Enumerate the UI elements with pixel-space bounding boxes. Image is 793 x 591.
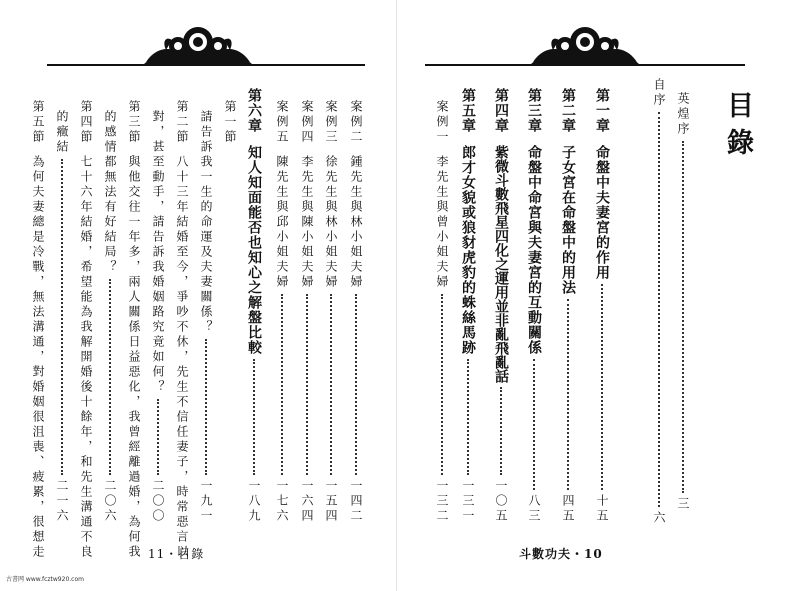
- entry-page-number: 一九一: [199, 479, 213, 524]
- toc-entry-chapter-5[interactable]: [457, 88, 479, 524]
- page-footer: 11・目錄: [148, 547, 205, 561]
- dot-leader: [658, 112, 660, 507]
- entry-page-number: 一七六: [275, 479, 289, 524]
- toc-entry-foreword[interactable]: [673, 92, 693, 512]
- entry-page-number: 一四二: [349, 479, 363, 524]
- entry-title: 鍾先生與林小姐夫婦: [349, 155, 363, 290]
- toc-entry-chapter-1[interactable]: [591, 88, 613, 524]
- header-rule: [425, 64, 745, 66]
- entry-title-line-2: 的感情都無法有好結局？: [103, 110, 117, 275]
- entry-page-number: 八三: [527, 494, 541, 524]
- dot-leader: [330, 294, 332, 475]
- entry-title: 陳先生與邱小姐夫婦: [275, 155, 289, 290]
- entry-page-number: 一五四: [324, 479, 338, 524]
- toc-entry-case-1[interactable]: [432, 100, 452, 524]
- lotus-ornament-icon: [529, 22, 641, 66]
- entry-page-number: 二〇〇: [151, 479, 165, 524]
- dot-leader: [601, 284, 603, 490]
- entry-title: 英煌序: [676, 92, 690, 137]
- entry-title-line-1: 與他交往一年多，兩人關係日益惡化，我曾經離過婚，為何我: [127, 155, 141, 560]
- entry-label: 第五節: [31, 100, 45, 145]
- dot-leader: [61, 159, 63, 475]
- entry-page-number: 十五: [595, 494, 609, 524]
- entry-title-line-1: 為何夫妻總是冷戰，無法溝通，對婚姻很沮喪、疲累，很想走: [31, 155, 45, 560]
- entry-label: 案例五: [275, 100, 289, 145]
- entry-label: 第二章: [560, 88, 576, 133]
- entry-title: 自序: [652, 78, 666, 108]
- entry-label: 案例二: [349, 100, 363, 145]
- entry-page-number: 四五: [561, 494, 575, 524]
- toc-entry-section-2-line-2[interactable]: [148, 100, 168, 524]
- page-footer: 斗數功夫・10: [519, 547, 603, 561]
- entry-label: 第一章: [594, 88, 610, 133]
- entry-title: 郎才女貌或狼豺虎豹的蛛絲馬跡: [460, 145, 476, 355]
- entry-title: 請告訴我一生的命運及夫妻關係？: [199, 110, 213, 335]
- entry-title: 子女宮在命盤中的用法: [560, 145, 576, 295]
- entry-label: 第一節: [223, 100, 237, 145]
- entry-title: 知人知面能否也知心之解盤比較: [246, 145, 262, 355]
- dot-leader: [682, 141, 684, 493]
- dot-leader: [205, 339, 207, 475]
- entry-page-number: 三: [676, 497, 690, 512]
- entry-label: 第四節: [79, 100, 93, 145]
- toc-entry-case-3[interactable]: [321, 100, 341, 524]
- toc-entry-case-2[interactable]: [346, 100, 366, 524]
- entry-page-number: 一三二: [435, 479, 449, 524]
- toc-entry-section-1-label-col[interactable]: [220, 100, 240, 524]
- site-credit: 古書网 www.fcztw920.com: [6, 576, 84, 583]
- toc-entry-section-4-line-1[interactable]: [76, 100, 96, 560]
- dot-leader: [355, 294, 357, 475]
- dot-leader: [567, 299, 569, 490]
- entry-label: 案例三: [324, 100, 338, 145]
- entry-label: 第二節: [175, 100, 189, 145]
- entry-page-number: 一六四: [300, 479, 314, 524]
- toc-entry-case-4[interactable]: [297, 100, 317, 524]
- entry-title-line-1: 八十三年結婚至今，爭吵不休，先生不信任妻子，時常惡言以: [175, 155, 189, 560]
- toc-entry-chapter-4[interactable]: [490, 88, 512, 524]
- entry-title: 紫微斗數飛星四化之運用並非亂飛亂話: [493, 145, 509, 383]
- toc-title: 目錄: [722, 91, 753, 165]
- entry-label: 案例四: [300, 100, 314, 145]
- entry-title: 李先生與陳小姐夫婦: [300, 155, 314, 290]
- entry-title-line-2: 對，甚至動手，請告訴我婚姻路究竟如何？: [151, 110, 165, 395]
- dot-leader: [109, 279, 111, 475]
- entry-title-line-2: 的癥結: [55, 110, 69, 155]
- header-rule: [47, 64, 365, 66]
- right-page: [397, 0, 793, 591]
- toc-entry-section-4-line-2[interactable]: [52, 100, 72, 524]
- dot-leader: [533, 359, 535, 490]
- entry-label: 第三節: [127, 100, 141, 145]
- toc-entry-section-1[interactable]: [196, 100, 216, 524]
- entry-label: 第四章: [493, 88, 509, 133]
- entry-title: 命盤中夫妻宮的作用: [594, 145, 610, 280]
- entry-label: 第三章: [526, 88, 542, 133]
- lotus-ornament-icon: [142, 22, 254, 66]
- dot-leader: [306, 294, 308, 475]
- entry-page-number: 一八九: [247, 479, 261, 524]
- toc-entry-case-5[interactable]: [272, 100, 292, 524]
- entry-page-number: 六: [652, 511, 666, 526]
- entry-title-line-1: 七十六年結婚，希望能為我解開婚後十餘年，和先生溝通不良: [79, 155, 93, 560]
- dot-leader: [281, 294, 283, 475]
- dot-leader: [500, 387, 502, 475]
- entry-title: 命盤中命宮與夫妻宮的互動關係: [526, 145, 542, 355]
- entry-label: 第五章: [460, 88, 476, 133]
- entry-label: 第六章: [246, 88, 262, 133]
- dot-leader: [467, 359, 469, 475]
- toc-entry-section-5[interactable]: [28, 100, 48, 560]
- entry-page-number: 一三一: [461, 479, 475, 524]
- entry-label: 案例一: [435, 100, 449, 145]
- toc-entry-preface[interactable]: [649, 78, 669, 526]
- toc-entry-section-3-line-1[interactable]: [124, 100, 144, 560]
- dot-leader: [253, 359, 255, 475]
- toc-entry-chapter-3[interactable]: [523, 88, 545, 524]
- entry-title: 徐先生與林小姐夫婦: [324, 155, 338, 290]
- toc-entry-chapter-6[interactable]: [243, 88, 265, 524]
- left-page: [0, 0, 396, 591]
- toc-entry-chapter-2[interactable]: [557, 88, 579, 524]
- entry-page-number: 二一六: [55, 479, 69, 524]
- entry-title: 李先生與曾小姐夫婦: [435, 155, 449, 290]
- dot-leader: [157, 399, 159, 475]
- entry-page-number: 二〇六: [103, 479, 117, 524]
- toc-entry-section-3-line-2[interactable]: [100, 100, 120, 524]
- entry-page-number: 一〇五: [494, 479, 508, 524]
- dot-leader: [441, 294, 443, 475]
- toc-entry-section-2-line-1[interactable]: [172, 100, 192, 560]
